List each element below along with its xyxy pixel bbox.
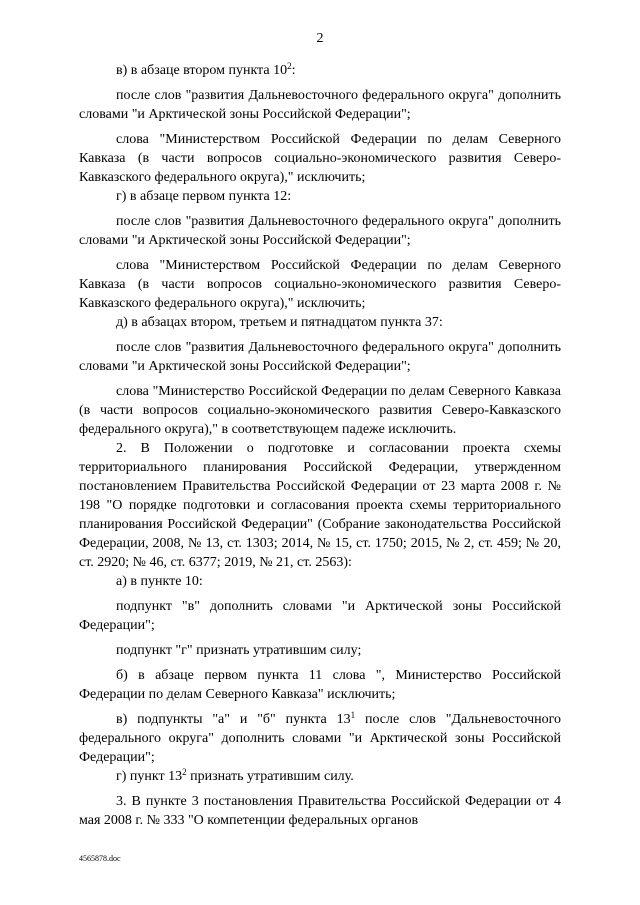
paragraph-text: признать утратившим силу. — [186, 769, 354, 784]
paragraph-text: после слов "развития Дальневосточного федерального округа" дополнить словами "и Арктической зоны Российской Федерации"; — [79, 214, 561, 248]
paragraph-text: после слов "Дальневосточного федерального округа" дополнить словами "и Арктической зоны Российской Федерации"; — [79, 712, 562, 765]
paragraph-text: г) в абзаце первом пункта 12: — [116, 189, 292, 204]
superscript: 2 — [287, 61, 292, 71]
paragraph-text: : — [291, 63, 296, 78]
paragraph-text: подпункт "в" дополнить словами "и Арктической зоны Российской Федерации"; — [79, 599, 561, 633]
paragraph — [79, 710, 561, 767]
paragraph — [79, 130, 561, 187]
paragraph — [79, 439, 561, 572]
paragraph — [79, 187, 561, 206]
page-number: 2 — [316, 31, 324, 46]
paragraph — [79, 597, 561, 635]
paragraph-text: слова "Министерством Российской Федерации по делам Северного Кавказа (в части вопросов социально-экономического развития Северо-Кавказского федерального округа)," исключить; — [79, 132, 561, 185]
paragraph — [79, 382, 561, 439]
paragraph — [79, 61, 561, 80]
paragraph-text: 3. В пункте 3 постановления Правительства Российской Федерации от 4 мая 2008 г. № 333 "О компетенции федеральных органов — [79, 794, 561, 828]
paragraph-text: д) в абзацах втором, третьем и пятнадцатом пункта 37: — [116, 315, 443, 330]
paragraph-text: в) в абзаце втором пункта 10 — [116, 63, 288, 78]
paragraph — [79, 256, 561, 313]
file-name-footer: 4565878.doc — [79, 854, 121, 863]
paragraph — [79, 338, 561, 376]
paragraph-text: слова "Министерством Российской Федерации по делам Северного Кавказа (в части вопросов социально-экономического развития Северо-Кавказского федерального округа)," исключить; — [79, 258, 561, 311]
document-body — [79, 61, 561, 830]
paragraph-text: слова "Министерство Российской Федерации по делам Северного Кавказа (в части вопросов социально-экономического развития Северо-Кавказского федерального округа)," в соответствующем падеже исключить. — [79, 384, 561, 437]
paragraph — [79, 313, 561, 332]
paragraph — [79, 86, 561, 124]
paragraph-text: б) в абзаце первом пункта 11 слова ", Министерство Российской Федерации по делам Северного Кавказа" исключить; — [79, 668, 561, 702]
paragraph-text: а) в пункте 10: — [116, 574, 203, 589]
paragraph — [79, 212, 561, 250]
paragraph-text: после слов "развития Дальневосточного федерального округа" дополнить словами "и Арктической зоны Российской Федерации"; — [79, 88, 561, 122]
superscript: 1 — [350, 710, 356, 720]
paragraph — [79, 666, 561, 704]
paragraph-text: г) пункт 13 — [116, 769, 183, 784]
superscript: 2 — [182, 767, 187, 777]
paragraph-text: 2. В Положении о подготовке и согласовании проекта схемы территориального планирования Российской Федерации, утвержденном постановлением Правительства Российской Федерации от 23 марта 2008 г. № 198 "О порядке подготовки и согласования проекта схемы территориального планирования Российской Федерации" (Собрание законодательства Российской Федерации, 2008, № 13, ст. 1303; 2014, № 15, ст. 1750; 2015, № 2, ст. 459; № 20, ст. 2920; № 46, ст. 6377; 2019, № 21, ст. 2563): — [79, 441, 561, 570]
paragraph — [79, 572, 561, 591]
paragraph-text: подпункт "г" признать утратившим силу; — [116, 643, 362, 658]
paragraph — [79, 641, 561, 660]
paragraph — [79, 792, 561, 830]
paragraph — [79, 767, 561, 786]
paragraph-text: после слов "развития Дальневосточного федерального округа" дополнить словами "и Арктической зоны Российской Федерации"; — [79, 340, 561, 374]
paragraph-text: в) подпункты "а" и "б" пункта 13 — [116, 712, 351, 727]
